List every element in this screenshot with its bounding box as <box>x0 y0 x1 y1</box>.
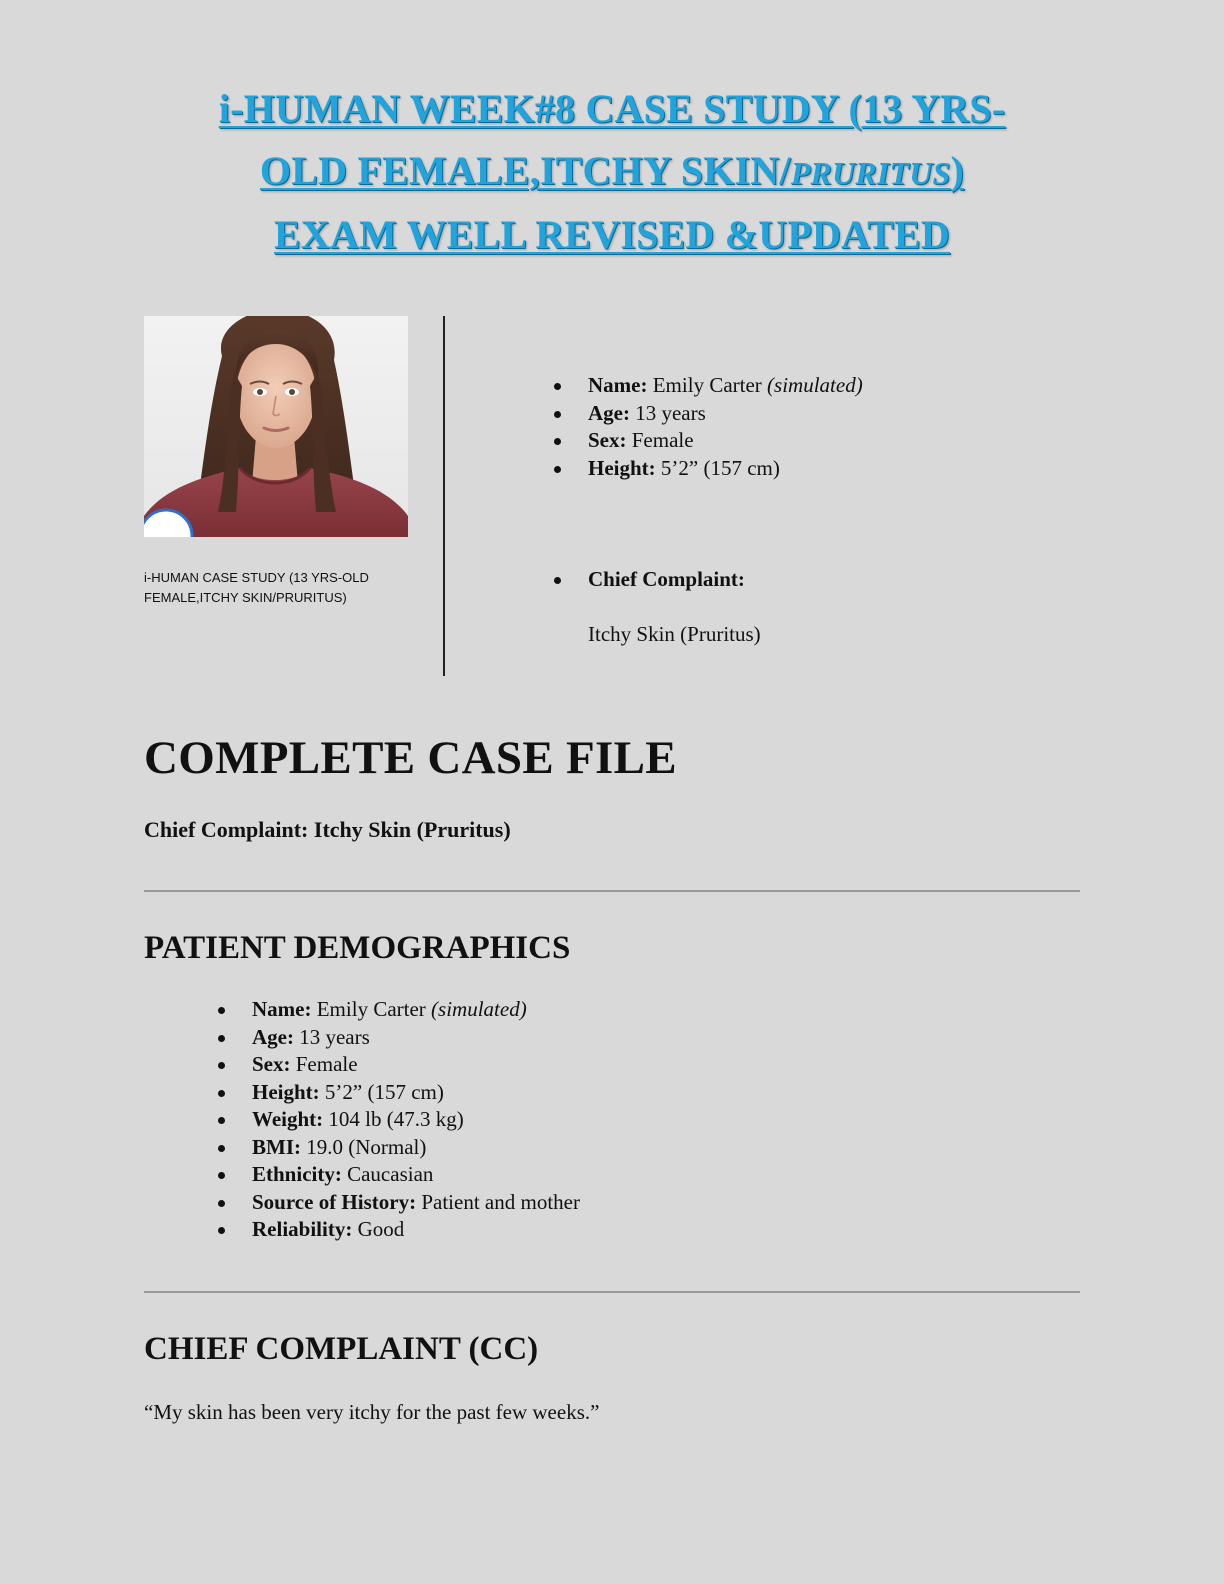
title-line-3: EXAM WELL REVISED &UPDATED <box>273 212 951 257</box>
title-line-2-end: ) <box>950 148 965 193</box>
title-line-2-main: OLD FEMALE,ITCHY SKIN/ <box>259 148 791 193</box>
summary-item-height: Height: 5’2” (157 cm) <box>588 455 863 483</box>
summary-chief-complaint-value: Itchy Skin (Pruritus) <box>588 622 761 646</box>
caption-line-2: FEMALE,ITCHY SKIN/PRURITUS) <box>144 590 347 605</box>
demographics-heading: PATIENT DEMOGRAPHICS <box>144 930 571 966</box>
summary-list <box>588 372 863 482</box>
demographics-item-reliability: Reliability: Good <box>252 1216 580 1244</box>
summary-item-sex: Sex: Female <box>588 427 863 455</box>
document-title <box>120 78 1104 266</box>
demographics-item-name: Name: Emily Carter (simulated) <box>252 996 580 1024</box>
demographics-item-weight: Weight: 104 lb (47.3 kg) <box>252 1106 580 1134</box>
title-line-1: i-HUMAN WEEK#8 CASE STUDY (13 YRS- <box>218 86 1006 131</box>
portrait-caption <box>144 568 414 608</box>
demographics-list <box>252 996 580 1244</box>
title-line-2 <box>120 140 1104 204</box>
demographics-item-height: Height: 5’2” (157 cm) <box>252 1079 580 1107</box>
demographics-item-sex: Sex: Female <box>252 1051 580 1079</box>
section-divider <box>144 890 1080 892</box>
demographics-item-bmi: BMI: 19.0 (Normal) <box>252 1134 580 1162</box>
case-file-heading: COMPLETE CASE FILE <box>144 732 677 784</box>
patient-portrait-image <box>144 316 408 537</box>
case-file-subline: Chief Complaint: Itchy Skin (Pruritus) <box>144 817 511 842</box>
summary-chief-complaint <box>588 566 745 594</box>
summary-item-age: Age: 13 years <box>588 400 863 428</box>
title-line-2-italic: PRURITUS <box>790 155 951 191</box>
vertical-divider <box>443 316 445 676</box>
demographics-item-age: Age: 13 years <box>252 1024 580 1052</box>
summary-chief-complaint-label: Chief Complaint: <box>588 566 745 594</box>
caption-line-1: i-HUMAN CASE STUDY (13 YRS-OLD <box>144 570 369 585</box>
section-divider <box>144 1291 1080 1293</box>
demographics-item-ethnicity: Ethnicity: Caucasian <box>252 1161 580 1189</box>
demographics-item-source: Source of History: Patient and mother <box>252 1189 580 1217</box>
chief-complaint-heading: CHIEF COMPLAINT (CC) <box>144 1331 539 1367</box>
chief-complaint-quote: “My skin has been very itchy for the past few weeks.” <box>144 1400 600 1424</box>
summary-item-name: Name: Emily Carter (simulated) <box>588 372 863 400</box>
